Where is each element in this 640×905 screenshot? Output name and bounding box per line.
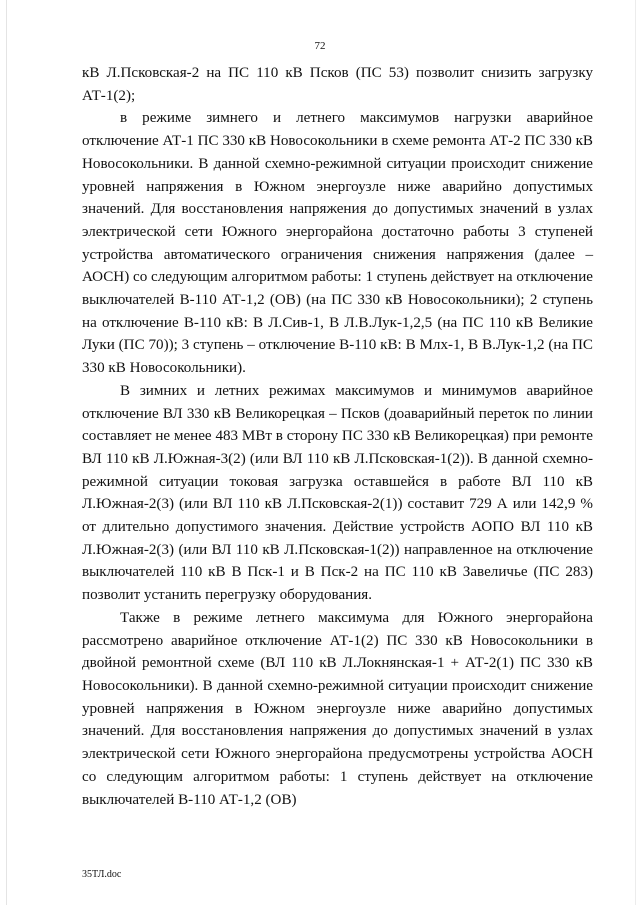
scan-edge-left [6, 0, 7, 905]
footer-filename: 35ТЛ.doc [82, 869, 122, 880]
page-number: 72 [314, 40, 326, 52]
scan-edge-right [635, 0, 636, 905]
paragraph-1: кВ Л.Псковская-2 на ПС 110 кВ Псков (ПС 53) позволит снизить загрузку АТ-1(2); [82, 65, 593, 104]
paragraph-4: Также в режиме летнего максимума для Южного энергорайона рассмотрено аварийное отключение АТ-1(2) ПС 330 кВ Новосокольники в двойной ремонтной схеме (ВЛ 110 кВ Л.Локнянская-1 + АТ-2(1) ПС 330 кВ Новосокольники). В данной схемно-режимной ситуации происходит снижение уровней напряжения в Южном энергоузле ниже аварийно допустимых значений. Для восстановления напряжения до допустимых значений в узлах электрической сети Южного энергорайона предусмотрены устройства АОСН со следующим алгоритмом работы: 1 ступень действует на отключение выключателей В-110 АТ-1,2 (ОВ) [82, 609, 593, 808]
paragraph-2: в режиме зимнего и летнего максимумов нагрузки аварийное отключение АТ-1 ПС 330 кВ Новосокольники в схеме ремонта АТ-2 ПС 330 кВ Новосокольники. В данной схемно-режимной ситуации происходит снижение уровней напряжения в Южном энергоузле ниже аварийно допустимых значений. Для восстановления напряжения до допустимых значений в узлах электрической сети Южного энергорайона достаточно работы 3 ступеней устройства автоматического ограничения снижения напряжения (далее – АОСН) со следующим алгоритмом работы: 1 ступень действует на отключение выключателей В-110 АТ-1,2 (ОВ) (на ПС 330 кВ Новосокольники); 2 ступень на отключение В-110 кВ: В Л.Сив-1, В Л.В.Лук-1,2,5 (на ПС 110 кВ Великие Луки (ПС 70)); 3 ступень – отключение В-110 кВ: В Млх-1, В В.Лук-1,2 (на ПС 330 кВ Новосокольники). [82, 110, 593, 377]
paragraph-3: В зимних и летних режимах максимумов и минимумов аварийное отключение ВЛ 330 кВ Великорецкая – Псков (доаварийный переток по линии составляет не менее 483 МВт в сторону ПС 330 кВ Великорецкая) при ремонте ВЛ 110 кВ Л.Южная-3(2) (или ВЛ 110 кВ Л.Псковская-1(2)). В данной схемно-режимной ситуации токовая загрузка оставшейся в работе ВЛ 110 кВ Л.Южная-2(3) (или ВЛ 110 кВ Л.Псковская-2(1)) составит 729 А или 142,9 % от длительно допустимого значения. Действие устройств АОПО ВЛ 110 кВ Л.Южная-2(3) (или ВЛ 110 кВ Л.Псковская-1(2)) направленное на отключение выключателей 110 кВ В Пск-1 и В Пск-2 на ПС 110 кВ Завеличье (ПС 283) позволит устанить перегрузку оборудования. [82, 382, 593, 604]
body-text [82, 62, 593, 811]
